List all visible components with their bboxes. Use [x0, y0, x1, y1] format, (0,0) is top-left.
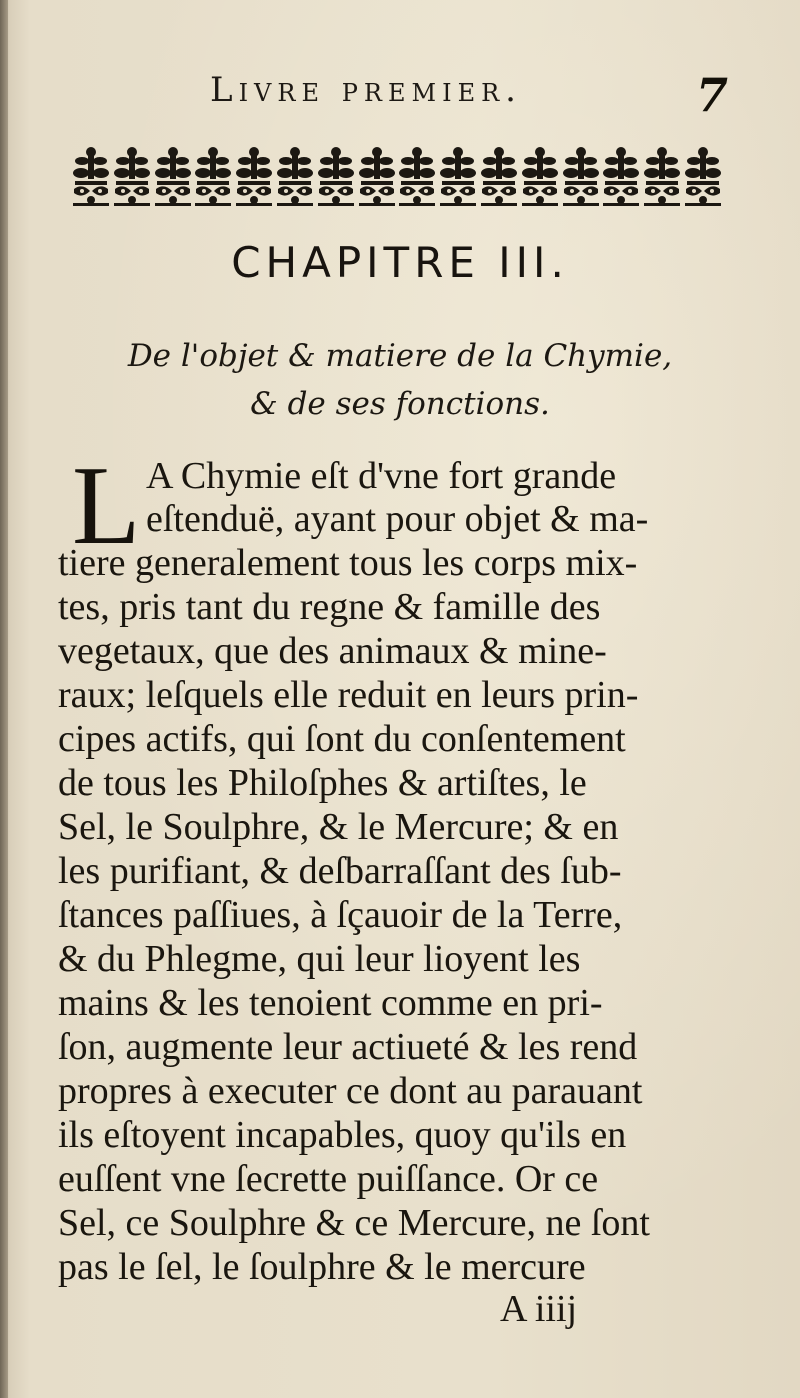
text-line: raux; leſquels elle reduit en leurs prin-: [58, 674, 639, 716]
fleuron-ornament-band: [72, 145, 722, 207]
text-line: eſtenduë, ayant pour objet & ma-: [146, 498, 649, 540]
running-title: Livre premier.: [210, 70, 522, 110]
fleuron-ornament-icon: [276, 145, 314, 207]
fleuron-ornament-icon: [154, 145, 192, 207]
page-number: 7: [696, 68, 729, 122]
fleuron-ornament-icon: [684, 145, 722, 207]
fleuron-ornament-icon: [439, 145, 477, 207]
text-line: vegetaux, que des animaux & mine-: [58, 630, 607, 672]
text-line: & du Phlegme, qui leur lioyent les: [58, 938, 581, 980]
text-line: propres à executer ce dont au parauant: [58, 1070, 643, 1112]
fleuron-ornament-icon: [480, 145, 518, 207]
text-line: euſſent vne ſecrette puiſſance. Or ce: [58, 1158, 599, 1200]
text-line: pas le ſel, le ſoulphre & le mercure: [58, 1246, 586, 1288]
fleuron-ornament-icon: [562, 145, 600, 207]
text-line: de tous les Philoſphes & artiſtes, le: [58, 762, 587, 804]
fleuron-ornament-icon: [602, 145, 640, 207]
text-line: ſon, augmente leur actiueté & les rend: [58, 1026, 638, 1068]
text-line: mains & les tenoient comme en pri-: [58, 982, 603, 1024]
signature-mark: A iiij: [500, 1288, 578, 1330]
fleuron-ornament-icon: [194, 145, 232, 207]
chapter-subtitle-line: De l'objet & matiere de la Chymie,: [127, 338, 673, 374]
fleuron-ornament-icon: [72, 145, 110, 207]
fleuron-ornament-icon: [113, 145, 151, 207]
fleuron-ornament-icon: [398, 145, 436, 207]
text-line: Sel, ce Soulphre & ce Mercure, ne ſont: [58, 1202, 650, 1244]
fleuron-ornament-icon: [521, 145, 559, 207]
text-line: les purifiant, & deſbarraſſant des ſub-: [58, 850, 622, 892]
fleuron-ornament-icon: [317, 145, 355, 207]
text-line: cipes actifs, qui ſont du conſentement: [58, 718, 626, 760]
page-gutter-shadow: [0, 0, 8, 1398]
chapter-title: CHAPITRE III.: [231, 238, 569, 287]
running-head: [0, 70, 800, 120]
fleuron-ornament-icon: [235, 145, 273, 207]
drop-cap-initial: L: [72, 444, 141, 568]
text-line: ils eſtoyent incapables, quoy qu'ils en: [58, 1114, 627, 1156]
chapter-subtitle: [0, 332, 800, 428]
text-line: A Chymie eſt d'vne fort grande: [146, 455, 617, 497]
text-line: Sel, le Soulphre, & le Mercure; & en: [58, 806, 619, 848]
text-line: ſtances paſſiues, à ſçauoir de la Terre,: [58, 894, 623, 936]
text-line: tes, pris tant du regne & famille des: [58, 586, 601, 628]
chapter-subtitle-line: & de ses fonctions.: [250, 386, 550, 422]
fleuron-ornament-icon: [643, 145, 681, 207]
fleuron-ornament-icon: [358, 145, 396, 207]
text-line: tiere generalement tous les corps mix-: [58, 542, 638, 584]
